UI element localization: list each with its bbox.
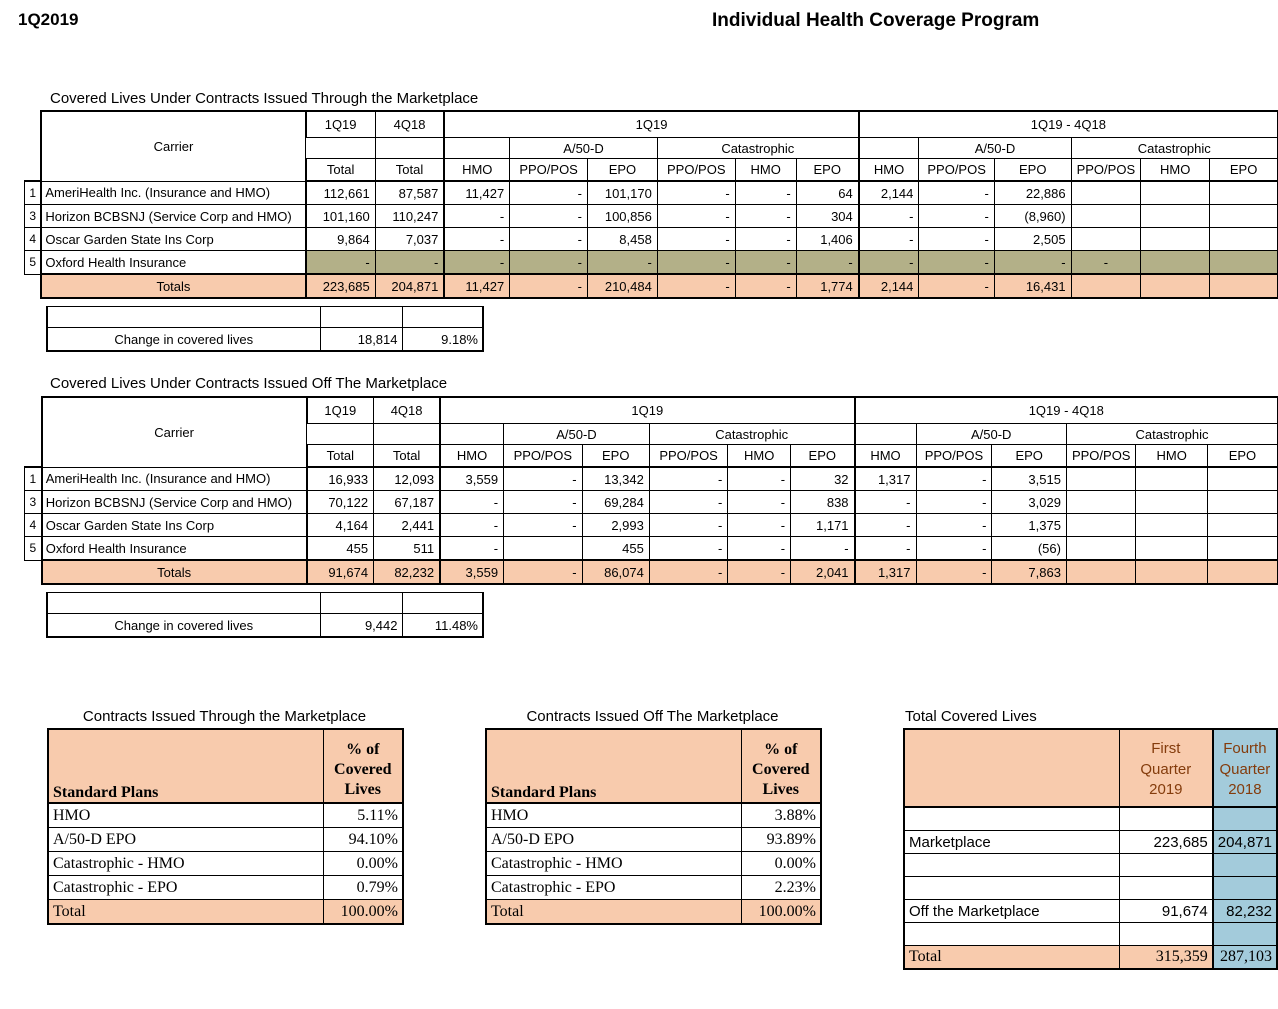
carrier-name: Oscar Garden State Ins Corp — [41, 228, 305, 251]
value-cell: 13,342 — [582, 467, 649, 491]
value-cell: - — [588, 251, 658, 275]
hmo-col-header: HMO — [444, 159, 509, 182]
totals-cell: 11,427 — [444, 274, 509, 298]
totals-cell: 82,232 — [374, 560, 441, 584]
value-cell: 110,247 — [375, 205, 444, 228]
plan-percent: 5.11% — [323, 803, 403, 828]
carrier-name: Horizon BCBSNJ (Service Corp and HMO) — [42, 491, 307, 514]
value-cell: 64 — [796, 181, 859, 205]
value-cell: 3,029 — [992, 491, 1067, 514]
marketplace-change-block — [46, 306, 484, 352]
a50d-group-header: A/50-D — [919, 138, 1071, 159]
ppopos-col-header: PPO/POS — [919, 159, 994, 182]
catastrophic-group-header: Catastrophic — [1071, 138, 1277, 159]
plans-header: Standard Plans — [48, 729, 323, 803]
spacer-row — [47, 593, 483, 614]
plan-name: Catastrophic - HMO — [486, 852, 741, 876]
totals-label: Totals — [42, 560, 307, 584]
table-row — [25, 181, 1278, 205]
totals-cell: - — [510, 274, 588, 298]
catastrophic-group-header: Catastrophic — [649, 424, 854, 445]
row-number: 5 — [25, 537, 42, 561]
plan-name: A/50-D EPO — [486, 828, 741, 852]
hmo-col-header: HMO — [859, 159, 919, 182]
value-cell: 1,317 — [855, 467, 916, 491]
change-value: 9,442 — [320, 614, 402, 638]
pct-marketplace-table — [47, 728, 404, 925]
value-cell: - — [859, 205, 919, 228]
value-cell: 11,427 — [444, 181, 509, 205]
totals-cell: 86,074 — [582, 560, 649, 584]
value-cell: - — [649, 491, 727, 514]
row-number: 5 — [25, 251, 42, 275]
value-cell: - — [444, 228, 509, 251]
segment-q1-value: 91,674 — [1119, 900, 1212, 923]
segment-q4-value: 204,871 — [1213, 831, 1277, 854]
spacer-row — [904, 854, 1277, 877]
value-cell: - — [375, 251, 444, 275]
hmo-col-header: HMO — [440, 445, 504, 468]
value-cell: 22,886 — [994, 181, 1071, 205]
value-cell: 32 — [791, 467, 855, 491]
value-cell: 1,406 — [796, 228, 859, 251]
value-cell: 12,093 — [374, 467, 441, 491]
table-row — [486, 852, 821, 876]
value-cell: - — [919, 228, 994, 251]
ppopos-col-header: PPO/POS — [1071, 159, 1141, 182]
change-row — [47, 328, 483, 352]
totals-cell: - — [916, 560, 992, 584]
a50d-group-header: A/50-D — [504, 424, 650, 445]
totals-row — [25, 274, 1278, 298]
ppopos-col-header: PPO/POS — [1066, 445, 1136, 468]
plan-percent: 3.88% — [741, 803, 821, 828]
value-cell: - — [504, 491, 582, 514]
value-cell: 3,559 — [440, 467, 504, 491]
table-row — [486, 876, 821, 900]
q-current-header: 1Q19 — [307, 397, 374, 424]
value-cell: 16,933 — [307, 467, 374, 491]
plans-header: Standard Plans — [486, 729, 741, 803]
value-cell: - — [444, 205, 509, 228]
value-cell: 1,375 — [992, 514, 1067, 537]
row-number: 4 — [25, 514, 42, 537]
hmo-col-header: HMO — [1136, 445, 1207, 468]
value-cell: - — [919, 251, 994, 275]
value-cell: 3,515 — [992, 467, 1067, 491]
value-cell — [1071, 228, 1141, 251]
value-cell: - — [510, 181, 588, 205]
value-cell — [1066, 514, 1136, 537]
header-row — [486, 729, 821, 803]
value-cell: 2,144 — [859, 181, 919, 205]
value-cell — [1066, 467, 1136, 491]
total-label: Total — [48, 900, 323, 925]
value-cell: 455 — [307, 537, 374, 561]
header-row — [904, 729, 1277, 807]
marketplace-table — [24, 110, 1278, 299]
marketplace-table-title: Covered Lives Under Contracts Issued Through the Marketplace — [50, 90, 479, 107]
total-col-header: Total — [306, 159, 376, 182]
off-marketplace-change-block — [46, 592, 484, 638]
total-percent: 100.00% — [323, 900, 403, 925]
hmo-col-header: HMO — [1141, 159, 1210, 182]
change-value: 18,814 — [320, 328, 402, 352]
totals-row — [25, 560, 1278, 584]
value-cell: - — [657, 228, 735, 251]
epo-col-header: EPO — [1210, 159, 1278, 182]
segment-label: Off the Marketplace — [904, 900, 1119, 923]
group-diff-header: 1Q19 - 4Q18 — [859, 111, 1278, 138]
q-prior-header: 4Q18 — [375, 111, 444, 138]
spacer-row — [904, 807, 1277, 831]
value-cell: 8,458 — [588, 228, 658, 251]
value-cell: - — [728, 491, 791, 514]
change-percent: 9.18% — [402, 328, 483, 352]
value-cell: - — [916, 537, 992, 561]
header-row — [48, 729, 403, 803]
carrier-name: Oscar Garden State Ins Corp — [42, 514, 307, 537]
pct-off-marketplace-title: Contracts Issued Off The Marketplace — [526, 708, 779, 725]
value-cell: - — [791, 537, 855, 561]
totals-cell: 204,871 — [375, 274, 444, 298]
totals-cell: - — [728, 560, 791, 584]
group-current-header: 1Q19 — [440, 397, 854, 424]
totals-cell: - — [657, 274, 735, 298]
table-row — [25, 491, 1278, 514]
row-number: 1 — [25, 181, 42, 205]
row-number: 3 — [25, 205, 42, 228]
epo-col-header: EPO — [791, 445, 855, 468]
total-q1-value: 315,359 — [1119, 946, 1212, 970]
plan-name: Catastrophic - EPO — [48, 876, 323, 900]
carrier-name: Oxford Health Insurance — [41, 251, 305, 275]
value-cell: - — [440, 537, 504, 561]
value-cell: 101,160 — [306, 205, 376, 228]
totals-label: Totals — [41, 274, 305, 298]
value-cell: - — [504, 467, 582, 491]
table-row — [25, 251, 1278, 275]
quarter-label: 1Q2019 — [18, 10, 79, 29]
value-cell: 87,587 — [375, 181, 444, 205]
totals-cell: 223,685 — [306, 274, 376, 298]
value-cell: - — [657, 205, 735, 228]
total-percent: 100.00% — [741, 900, 821, 925]
carrier-name: AmeriHealth Inc. (Insurance and HMO) — [42, 467, 307, 491]
total-covered-title: Total Covered Lives — [905, 708, 1037, 725]
totals-cell: 1,774 — [796, 274, 859, 298]
value-cell: 511 — [374, 537, 441, 561]
carrier-header: Carrier — [42, 397, 307, 467]
page-title: Individual Health Coverage Program — [712, 10, 1040, 31]
plan-percent: 0.00% — [323, 852, 403, 876]
ppopos-col-header: PPO/POS — [504, 445, 582, 468]
row-number: 4 — [25, 228, 42, 251]
value-cell: 100,856 — [588, 205, 658, 228]
catastrophic-group-header: Catastrophic — [657, 138, 858, 159]
value-cell: - — [649, 537, 727, 561]
value-cell: - — [657, 181, 735, 205]
value-cell: - — [919, 205, 994, 228]
epo-col-header: EPO — [994, 159, 1071, 182]
value-cell: - — [735, 228, 796, 251]
value-cell: - — [728, 514, 791, 537]
segment-q1-value: 223,685 — [1119, 831, 1212, 854]
totals-cell — [1071, 274, 1141, 298]
value-cell: 2,505 — [994, 228, 1071, 251]
plan-percent: 0.00% — [741, 852, 821, 876]
plan-percent: 94.10% — [323, 828, 403, 852]
carrier-name: AmeriHealth Inc. (Insurance and HMO) — [41, 181, 305, 205]
totals-cell: - — [504, 560, 582, 584]
total-row — [48, 900, 403, 925]
value-cell: - — [728, 467, 791, 491]
epo-col-header: EPO — [992, 445, 1067, 468]
totals-cell: 91,674 — [307, 560, 374, 584]
change-label: Change in covered lives — [47, 328, 320, 352]
total-col-header: Total — [307, 445, 374, 468]
value-cell — [504, 537, 582, 561]
value-cell: - — [440, 491, 504, 514]
value-cell: 101,170 — [588, 181, 658, 205]
totals-cell: 2,041 — [791, 560, 855, 584]
value-cell: - — [1071, 251, 1141, 275]
value-cell: 67,187 — [374, 491, 441, 514]
value-cell: (8,960) — [994, 205, 1071, 228]
spacer-row — [904, 923, 1277, 946]
epo-col-header: EPO — [588, 159, 658, 182]
group-current-header: 1Q19 — [444, 111, 858, 138]
ppopos-col-header: PPO/POS — [657, 159, 735, 182]
value-cell: - — [510, 228, 588, 251]
value-cell: - — [919, 181, 994, 205]
totals-cell: 7,863 — [992, 560, 1067, 584]
table-row — [25, 514, 1278, 537]
value-cell: - — [510, 251, 588, 275]
hmo-col-header: HMO — [855, 445, 916, 468]
hmo-col-header: HMO — [735, 159, 796, 182]
totals-cell: 1,317 — [855, 560, 916, 584]
total-label: Total — [904, 946, 1119, 970]
header-row-periods — [25, 397, 1278, 424]
plan-name: A/50-D EPO — [48, 828, 323, 852]
change-percent: 11.48% — [402, 614, 483, 638]
q-current-header: 1Q19 — [306, 111, 376, 138]
value-cell: 1,171 — [791, 514, 855, 537]
total-q4-value: 287,103 — [1213, 946, 1277, 970]
table-row — [25, 205, 1278, 228]
ppopos-col-header: PPO/POS — [510, 159, 588, 182]
off-marketplace-table — [24, 396, 1278, 585]
value-cell: 69,284 — [582, 491, 649, 514]
totals-cell: 2,144 — [859, 274, 919, 298]
value-cell: - — [735, 251, 796, 275]
value-cell: 838 — [791, 491, 855, 514]
value-cell: - — [859, 228, 919, 251]
row-number: 3 — [25, 491, 42, 514]
value-cell: - — [649, 467, 727, 491]
totals-cell: 3,559 — [440, 560, 504, 584]
total-col-header: Total — [374, 445, 441, 468]
totals-cell: - — [649, 560, 727, 584]
pct-covered-header: % of Covered Lives — [741, 729, 821, 803]
segment-label: Marketplace — [904, 831, 1119, 854]
spacer-row — [904, 877, 1277, 900]
value-cell: - — [994, 251, 1071, 275]
value-cell — [1066, 491, 1136, 514]
value-cell: 7,037 — [375, 228, 444, 251]
value-cell — [1071, 181, 1141, 205]
total-col-header: Total — [375, 159, 444, 182]
totals-cell: 16,431 — [994, 274, 1071, 298]
value-cell — [1071, 205, 1141, 228]
plan-percent: 2.23% — [741, 876, 821, 900]
value-cell: - — [916, 491, 992, 514]
totals-cell: 210,484 — [588, 274, 658, 298]
total-label: Total — [486, 900, 741, 925]
value-cell: - — [855, 491, 916, 514]
value-cell: - — [444, 251, 509, 275]
change-label: Change in covered lives — [47, 614, 320, 638]
value-cell: - — [916, 514, 992, 537]
value-cell: 4,164 — [307, 514, 374, 537]
carrier-name: Horizon BCBSNJ (Service Corp and HMO) — [41, 205, 305, 228]
off-marketplace-table-title: Covered Lives Under Contracts Issued Off The Marketplace — [50, 375, 448, 392]
value-cell: - — [504, 514, 582, 537]
ppopos-col-header: PPO/POS — [649, 445, 727, 468]
value-cell: 2,441 — [374, 514, 441, 537]
segment-q4-value: 82,232 — [1213, 900, 1277, 923]
value-cell: - — [855, 537, 916, 561]
total-row — [904, 946, 1277, 970]
pct-off-marketplace-table — [485, 728, 822, 925]
a50d-group-header: A/50-D — [916, 424, 1066, 445]
pct-covered-header: % of Covered Lives — [323, 729, 403, 803]
table-row — [25, 537, 1278, 561]
plan-name: HMO — [48, 803, 323, 828]
value-cell — [1066, 537, 1136, 561]
value-cell: - — [440, 514, 504, 537]
plan-percent: 0.79% — [323, 876, 403, 900]
value-cell: 112,661 — [306, 181, 376, 205]
table-row — [48, 803, 403, 828]
value-cell: - — [306, 251, 376, 275]
epo-col-header: EPO — [1207, 445, 1277, 468]
value-cell: - — [859, 251, 919, 275]
value-cell: 304 — [796, 205, 859, 228]
fourth-quarter-header: Fourth Quarter 2018 — [1213, 729, 1277, 807]
carrier-header: Carrier — [41, 111, 305, 181]
table-row — [48, 876, 403, 900]
value-cell: 70,122 — [307, 491, 374, 514]
table-row — [486, 803, 821, 828]
plan-name: Catastrophic - HMO — [48, 852, 323, 876]
group-diff-header: 1Q19 - 4Q18 — [855, 397, 1278, 424]
value-cell: - — [510, 205, 588, 228]
header-row-periods — [25, 111, 1278, 138]
table-row — [904, 831, 1277, 854]
value-cell: (56) — [992, 537, 1067, 561]
total-covered-table — [903, 728, 1278, 970]
pct-marketplace-title: Contracts Issued Through the Marketplace — [82, 708, 367, 725]
plan-name: Catastrophic - EPO — [486, 876, 741, 900]
value-cell: 455 — [582, 537, 649, 561]
value-cell: - — [916, 467, 992, 491]
hmo-col-header: HMO — [728, 445, 791, 468]
table-row — [48, 852, 403, 876]
plan-percent: 93.89% — [741, 828, 821, 852]
table-row — [25, 228, 1278, 251]
change-row — [47, 614, 483, 638]
plan-name: HMO — [486, 803, 741, 828]
epo-col-header: EPO — [796, 159, 859, 182]
totals-cell — [1066, 560, 1136, 584]
first-quarter-header: First Quarter 2019 — [1119, 729, 1212, 807]
carrier-name: Oxford Health Insurance — [42, 537, 307, 561]
value-cell: 9,864 — [306, 228, 376, 251]
epo-col-header: EPO — [582, 445, 649, 468]
ppopos-col-header: PPO/POS — [916, 445, 992, 468]
table-row — [25, 467, 1278, 491]
value-cell: 2,993 — [582, 514, 649, 537]
table-row — [904, 900, 1277, 923]
value-cell: - — [796, 251, 859, 275]
value-cell: - — [735, 181, 796, 205]
table-row — [48, 828, 403, 852]
row-number: 1 — [25, 467, 42, 491]
totals-cell: - — [735, 274, 796, 298]
total-row — [486, 900, 821, 925]
value-cell: - — [649, 514, 727, 537]
table-row — [486, 828, 821, 852]
value-cell: - — [855, 514, 916, 537]
value-cell: - — [657, 251, 735, 275]
catastrophic-group-header: Catastrophic — [1066, 424, 1277, 445]
a50d-group-header: A/50-D — [510, 138, 658, 159]
spacer-row — [47, 307, 483, 328]
value-cell: - — [728, 537, 791, 561]
totals-cell: - — [919, 274, 994, 298]
q-prior-header: 4Q18 — [374, 397, 441, 424]
value-cell: - — [735, 205, 796, 228]
